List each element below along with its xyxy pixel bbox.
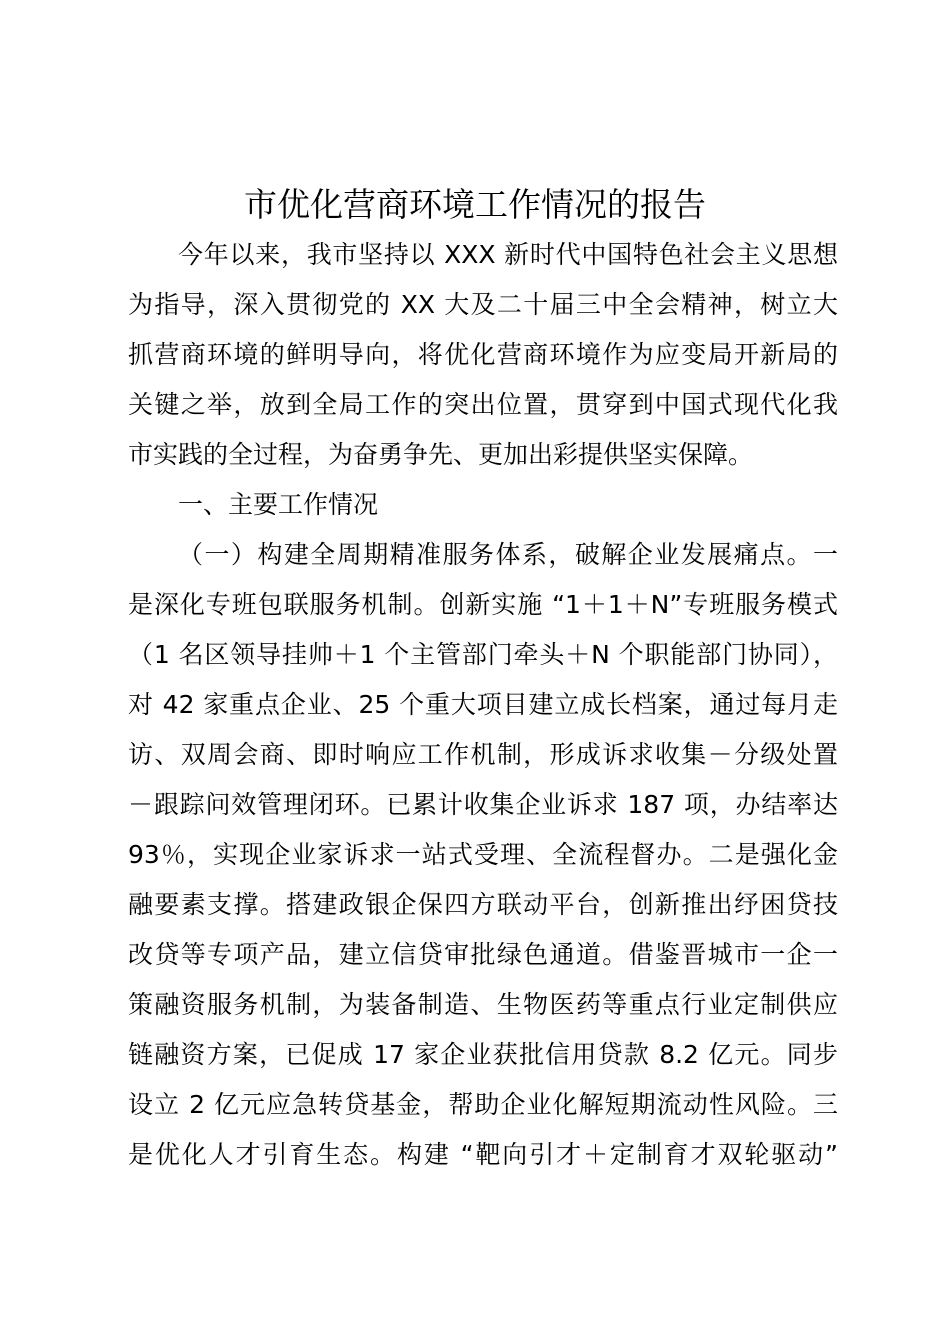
paragraph-line: 融要素支撑。搭建政银企保四方联动平台，创新推出纾困贷技	[128, 890, 838, 919]
paragraph-line: 对 42 家重点企业、25 个重大项目建立成长档案，通过每月走	[128, 690, 838, 719]
paragraph-line: 关键之举，放到全局工作的突出位置，贯穿到中国式现代化我	[128, 390, 838, 419]
section-heading: 一、主要工作情况	[178, 490, 379, 519]
paragraph-line: 链融资方案，已促成 17 家企业获批信用贷款 8.2 亿元。同步	[128, 1040, 838, 1069]
paragraph-line: （一）构建全周期精准服务体系，破解企业发展痛点。一	[178, 540, 838, 569]
paragraph-line: （1 名区领导挂帅＋1 个主管部门牵头＋N 个职能部门协同），	[128, 640, 838, 669]
paragraph-line: 是深化专班包联服务机制。创新实施 “1＋1＋N”专班服务模式	[128, 590, 838, 619]
paragraph-line: 策融资服务机制，为装备制造、生物医药等重点行业定制供应	[128, 990, 838, 1019]
document-title: 市优化营商环境工作情况的报告	[244, 185, 706, 224]
paragraph-line: 访、双周会商、即时响应工作机制，形成诉求收集－分级处置	[128, 740, 838, 769]
paragraph-line: 设立 2 亿元应急转贷基金，帮助企业化解短期流动性风险。三	[128, 1090, 838, 1119]
paragraph-line: 抓营商环境的鲜明导向，将优化营商环境作为应变局开新局的	[128, 340, 838, 369]
paragraph-line: 市实践的全过程，为奋勇争先、更加出彩提供坚实保障。	[128, 440, 754, 469]
paragraph-line: －跟踪问效管理闭环。已累计收集企业诉求 187 项，办结率达	[128, 790, 838, 819]
paragraph-line: 为指导，深入贯彻党的 XX 大及二十届三中全会精神，树立大	[128, 290, 838, 319]
paragraph-line: 是优化人才引育生态。构建 “靶向引才＋定制育才双轮驱动”	[128, 1140, 838, 1169]
paragraph-line: 改贷等专项产品，建立信贷审批绿色通道。借鉴晋城市一企一	[128, 940, 838, 969]
paragraph-line: 93％，实现企业家诉求一站式受理、全流程督办。二是强化金	[128, 840, 838, 869]
paragraph-line: 今年以来，我市坚持以 XXX 新时代中国特色社会主义思想	[178, 240, 838, 269]
